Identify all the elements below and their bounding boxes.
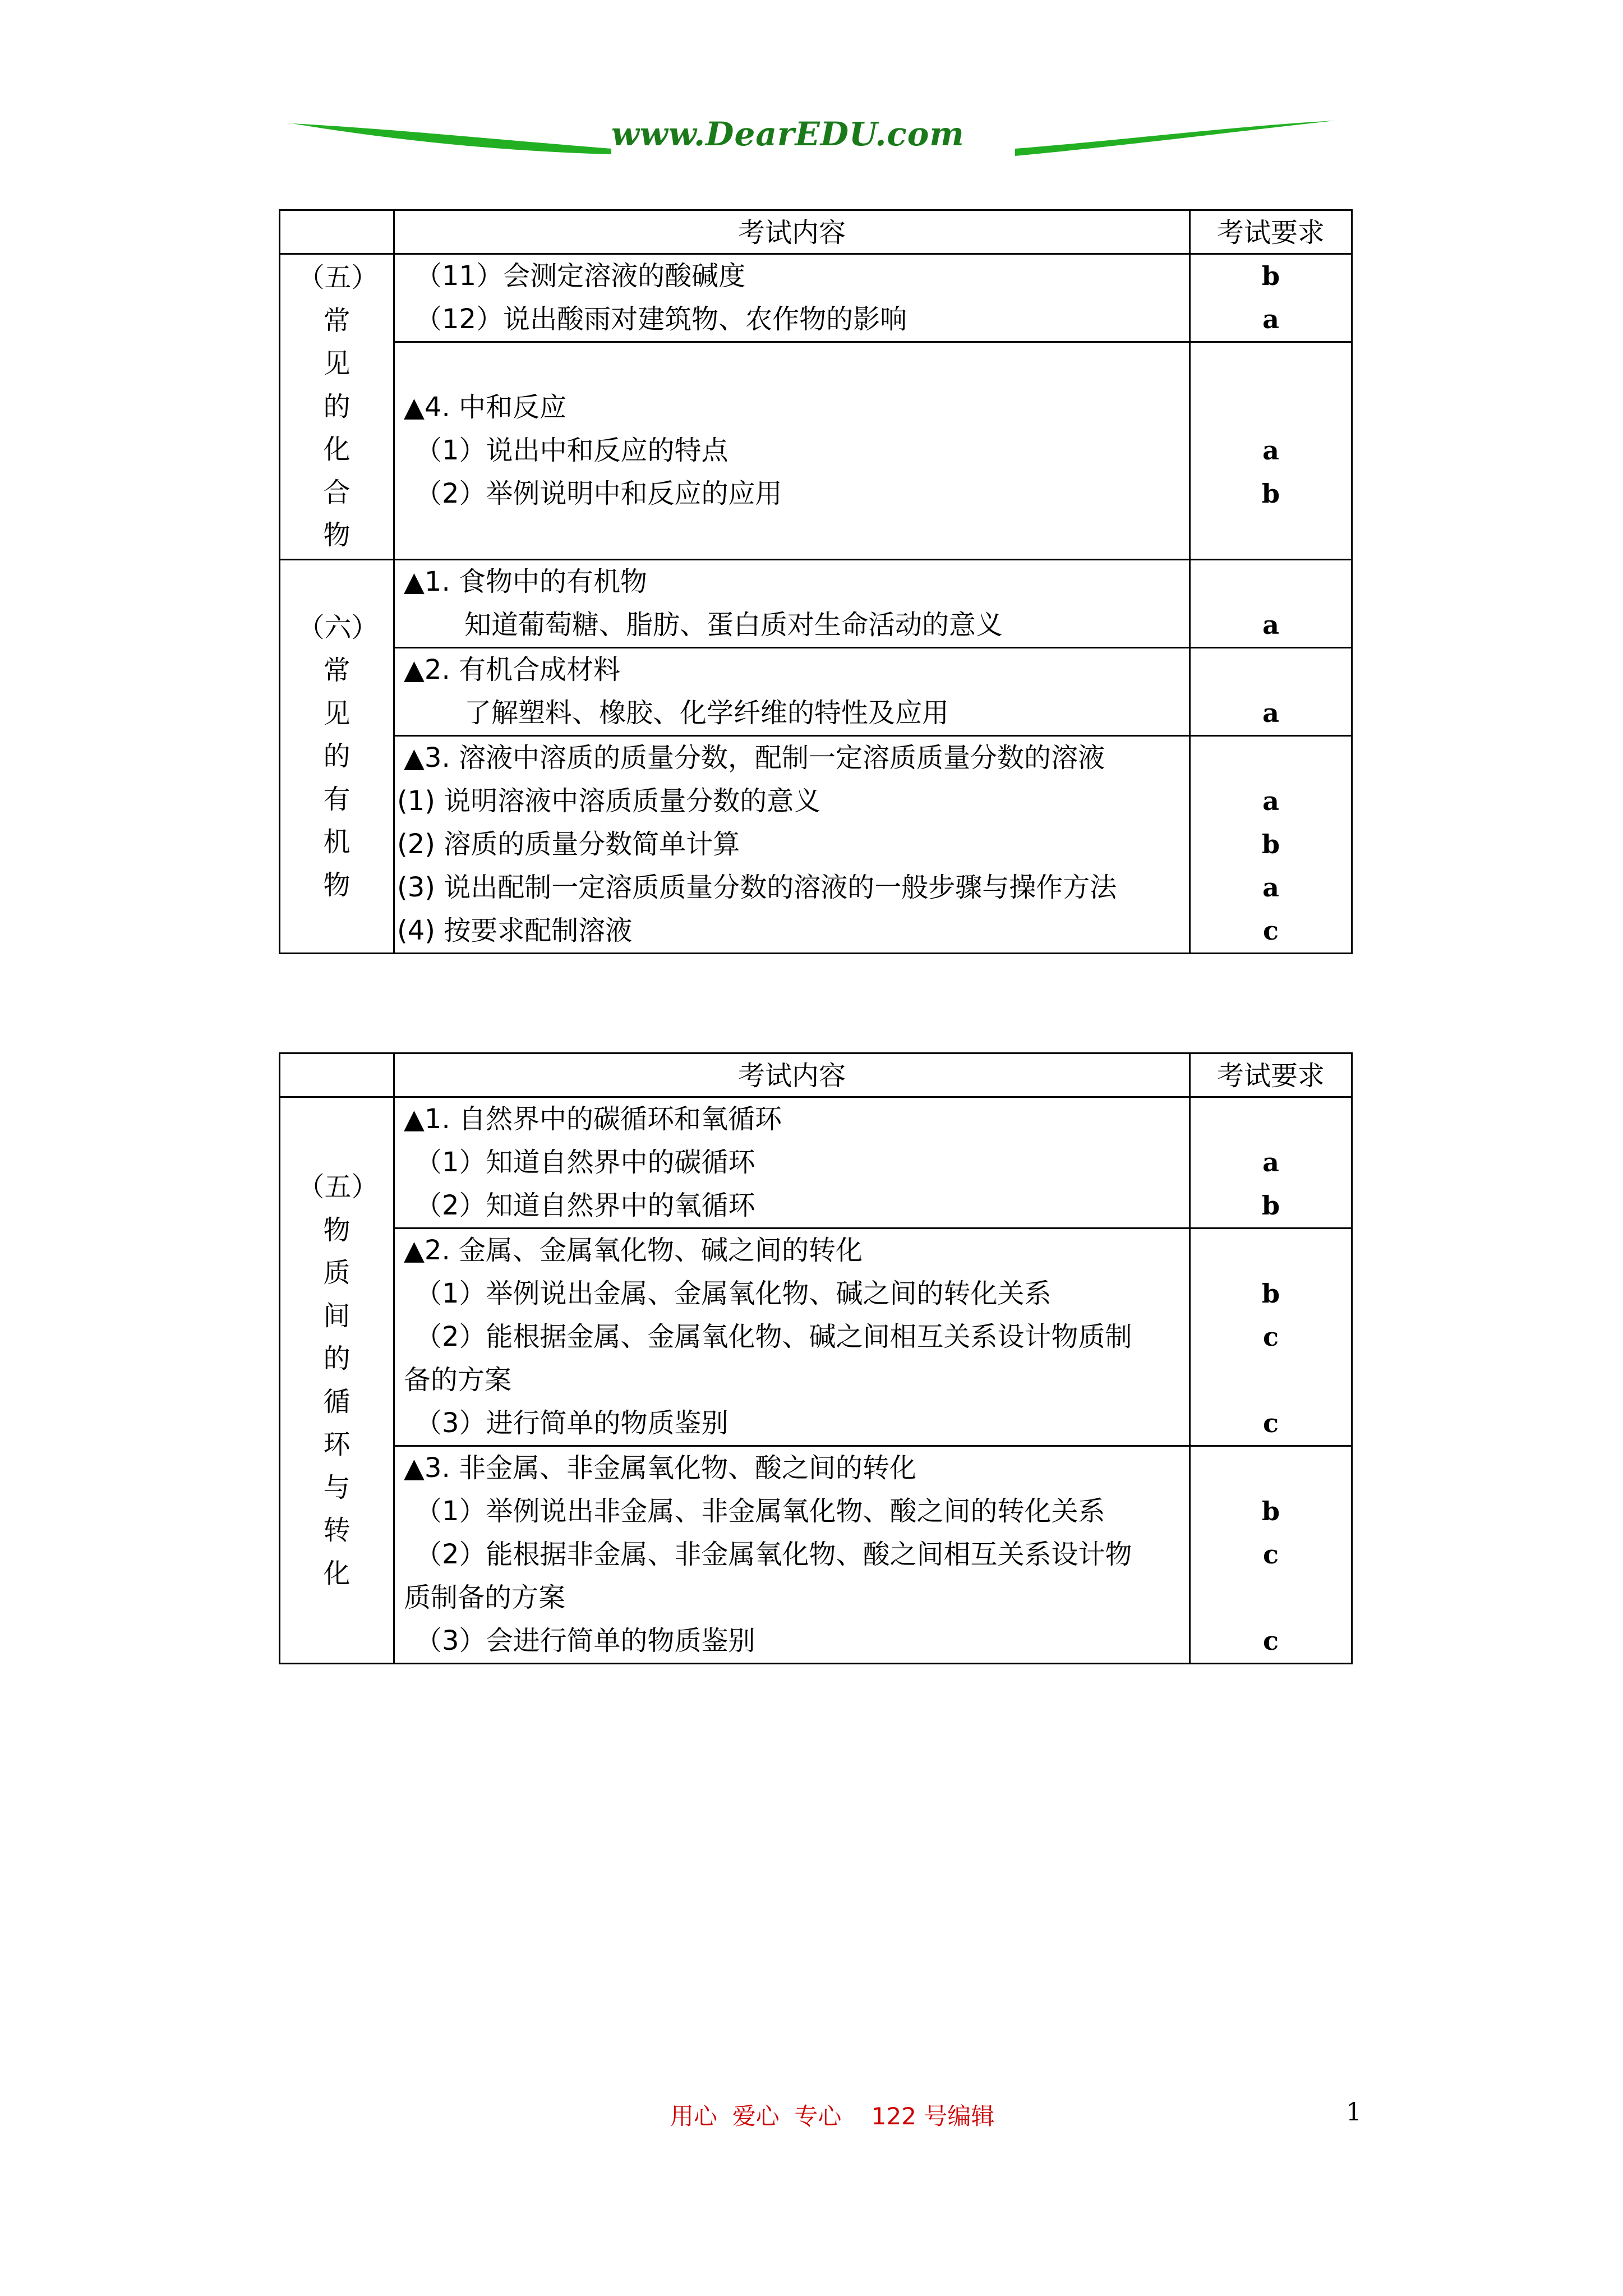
requirement-value (1191, 1229, 1351, 1272)
requirement-value (1191, 1098, 1351, 1141)
requirement-cell (1190, 648, 1352, 736)
requirement-value: a (1262, 698, 1279, 728)
category-glyph: 化 (323, 434, 351, 466)
content-line (404, 516, 1189, 559)
category-glyph: 与 (323, 1471, 351, 1503)
content-line: （1）知道自然界中的碳循环 (415, 1147, 755, 1178)
content-line: ▲1. 自然界中的碳循环和氧循环 (404, 1103, 782, 1135)
requirement-value: a (1262, 304, 1279, 334)
category-glyph: 质 (323, 1257, 351, 1289)
content-line: （2）举例说明中和反应的应用 (415, 478, 782, 509)
category-label (297, 606, 379, 907)
content-line: （1）举例说出非金属、非金属氧化物、酸之间的转化关系 (415, 1496, 1105, 1527)
content-line: (1) 说明溶液中溶质质量分数的意义 (397, 785, 821, 817)
content-cell (394, 254, 1190, 342)
category-glyph: （五） (297, 262, 379, 294)
category-glyph: 合 (323, 476, 351, 508)
content-line: （3）进行简单的物质鉴别 (415, 1407, 728, 1439)
category-glyph: 见 (323, 348, 351, 380)
content-cell (394, 1228, 1190, 1446)
table-row (280, 1097, 1352, 1228)
table-header-row (280, 1053, 1352, 1097)
category-glyph: 见 (323, 697, 351, 729)
content-line: （3）会进行简单的物质鉴别 (415, 1625, 755, 1657)
requirement-value: a (1262, 610, 1279, 640)
content-cell (394, 342, 1190, 560)
content-cell (394, 1097, 1190, 1228)
content-line: ▲4. 中和反应 (404, 392, 566, 423)
content-line: ▲1. 食物中的有机物 (404, 566, 647, 597)
requirement-cell (1190, 560, 1352, 648)
requirement-value: c (1262, 1539, 1279, 1570)
requirement-value: b (1261, 1496, 1280, 1526)
requirement-value (1191, 648, 1351, 692)
category-glyph: 物 (323, 869, 351, 901)
requirement-value (1191, 737, 1351, 780)
content-line: （1）举例说出金属、金属氧化物、碱之间的转化关系 (415, 1278, 1052, 1309)
exam-table-1 (279, 209, 1353, 954)
header-content: 考试内容 (394, 1053, 1190, 1097)
content-line: (3) 说出配制一定溶质质量分数的溶液的一般步骤与操作方法 (397, 872, 1117, 903)
requirement-value: a (1262, 786, 1279, 816)
content-line: 质制备的方案 (404, 1582, 566, 1613)
table-header-row (280, 210, 1352, 254)
content-line: ▲2. 有机合成材料 (404, 654, 620, 685)
requirement-value: a (1262, 872, 1279, 903)
category-glyph: 环 (323, 1429, 351, 1460)
content-cell (394, 736, 1190, 954)
category-glyph: 物 (323, 1214, 351, 1246)
category-label (297, 1166, 379, 1595)
requirement-value (1191, 386, 1351, 429)
header-content: 考试内容 (394, 210, 1190, 254)
category-glyph: 间 (323, 1300, 351, 1332)
requirement-value: c (1262, 915, 1279, 946)
category-glyph: 有 (323, 783, 351, 815)
category-label (297, 256, 379, 557)
category-glyph: （六） (297, 611, 379, 643)
content-line: (4) 按要求配制溶液 (397, 915, 633, 946)
requirement-value: c (1262, 1408, 1279, 1438)
table-row (280, 1446, 1352, 1664)
requirement-value (1191, 1359, 1351, 1402)
requirement-value (1191, 343, 1351, 386)
requirement-value: c (1262, 1626, 1279, 1656)
table-row (280, 648, 1352, 736)
content-line: 备的方案 (404, 1364, 512, 1396)
content-line: （2）知道自然界中的氧循环 (415, 1190, 755, 1221)
header-empty-cell (280, 210, 394, 254)
requirement-value (1191, 1447, 1351, 1490)
content-line (404, 343, 1189, 386)
table-row (280, 1228, 1352, 1446)
category-glyph: 机 (323, 826, 351, 858)
category-cell (280, 254, 394, 560)
requirement-value: a (1262, 1147, 1279, 1177)
site-logo-text: www.DearEDU.com (611, 115, 965, 153)
category-glyph: （五） (297, 1171, 379, 1203)
category-glyph: 物 (323, 519, 351, 551)
requirement-cell (1190, 1228, 1352, 1446)
category-glyph: 的 (323, 1343, 351, 1374)
content-line: （2）能根据非金属、非金属氧化物、酸之间相互关系设计物 (415, 1539, 1132, 1570)
content-line: 了解塑料、橡胶、化学纤维的特性及应用 (464, 697, 949, 729)
requirement-cell (1190, 342, 1352, 560)
category-glyph: 化 (323, 1557, 351, 1589)
content-line: （2）能根据金属、金属氧化物、碱之间相互关系设计物质制 (415, 1321, 1132, 1352)
category-cell (280, 1097, 394, 1664)
requirement-cell (1190, 736, 1352, 954)
requirement-value: b (1261, 1278, 1280, 1309)
table-row (280, 254, 1352, 342)
requirement-value (1191, 516, 1351, 559)
content-cell (394, 648, 1190, 736)
exam-table-2 (279, 1052, 1353, 1664)
requirement-value: b (1261, 261, 1280, 291)
requirement-cell (1190, 1446, 1352, 1664)
content-line: 知道葡萄糖、脂肪、蛋白质对生命活动的意义 (464, 609, 1003, 641)
content-line: ▲3. 非金属、非金属氧化物、酸之间的转化 (404, 1452, 916, 1484)
requirement-cell (1190, 254, 1352, 342)
category-glyph: 常 (323, 655, 351, 687)
content-line: (2) 溶质的质量分数简单计算 (397, 829, 740, 860)
requirement-value (1191, 560, 1351, 604)
content-line: ▲3. 溶液中溶质的质量分数，配制一定溶质质量分数的溶液 (404, 742, 1105, 774)
category-cell (280, 560, 394, 954)
content-line: （1）说出中和反应的特点 (415, 435, 728, 466)
category-glyph: 常 (323, 305, 351, 337)
requirement-value: b (1261, 1190, 1280, 1221)
requirement-cell (1190, 1097, 1352, 1228)
requirement-value (1191, 1576, 1351, 1619)
category-glyph: 的 (323, 740, 351, 772)
category-glyph: 转 (323, 1515, 351, 1546)
table-row (280, 560, 1352, 648)
requirement-value: b (1261, 829, 1280, 859)
requirement-value: a (1262, 435, 1279, 466)
content-line: （12）说出酸雨对建筑物、农作物的影响 (415, 303, 907, 335)
page-number: 1 (1346, 2098, 1362, 2127)
header-empty-cell (280, 1053, 394, 1097)
requirement-value: b (1261, 478, 1280, 509)
table-row (280, 736, 1352, 954)
category-glyph: 的 (323, 390, 351, 422)
content-cell (394, 560, 1190, 648)
header-requirement: 考试要求 (1190, 1053, 1352, 1097)
table-row (280, 342, 1352, 560)
footer-text: 用心 爱心 专心 122 号编辑 (670, 2102, 995, 2130)
content-line: ▲2. 金属、金属氧化物、碱之间的转化 (404, 1235, 863, 1266)
category-glyph: 循 (323, 1386, 351, 1418)
content-cell (394, 1446, 1190, 1664)
header-requirement: 考试要求 (1190, 210, 1352, 254)
content-line: （11）会测定溶液的酸碱度 (415, 260, 746, 292)
requirement-value: c (1262, 1322, 1279, 1352)
